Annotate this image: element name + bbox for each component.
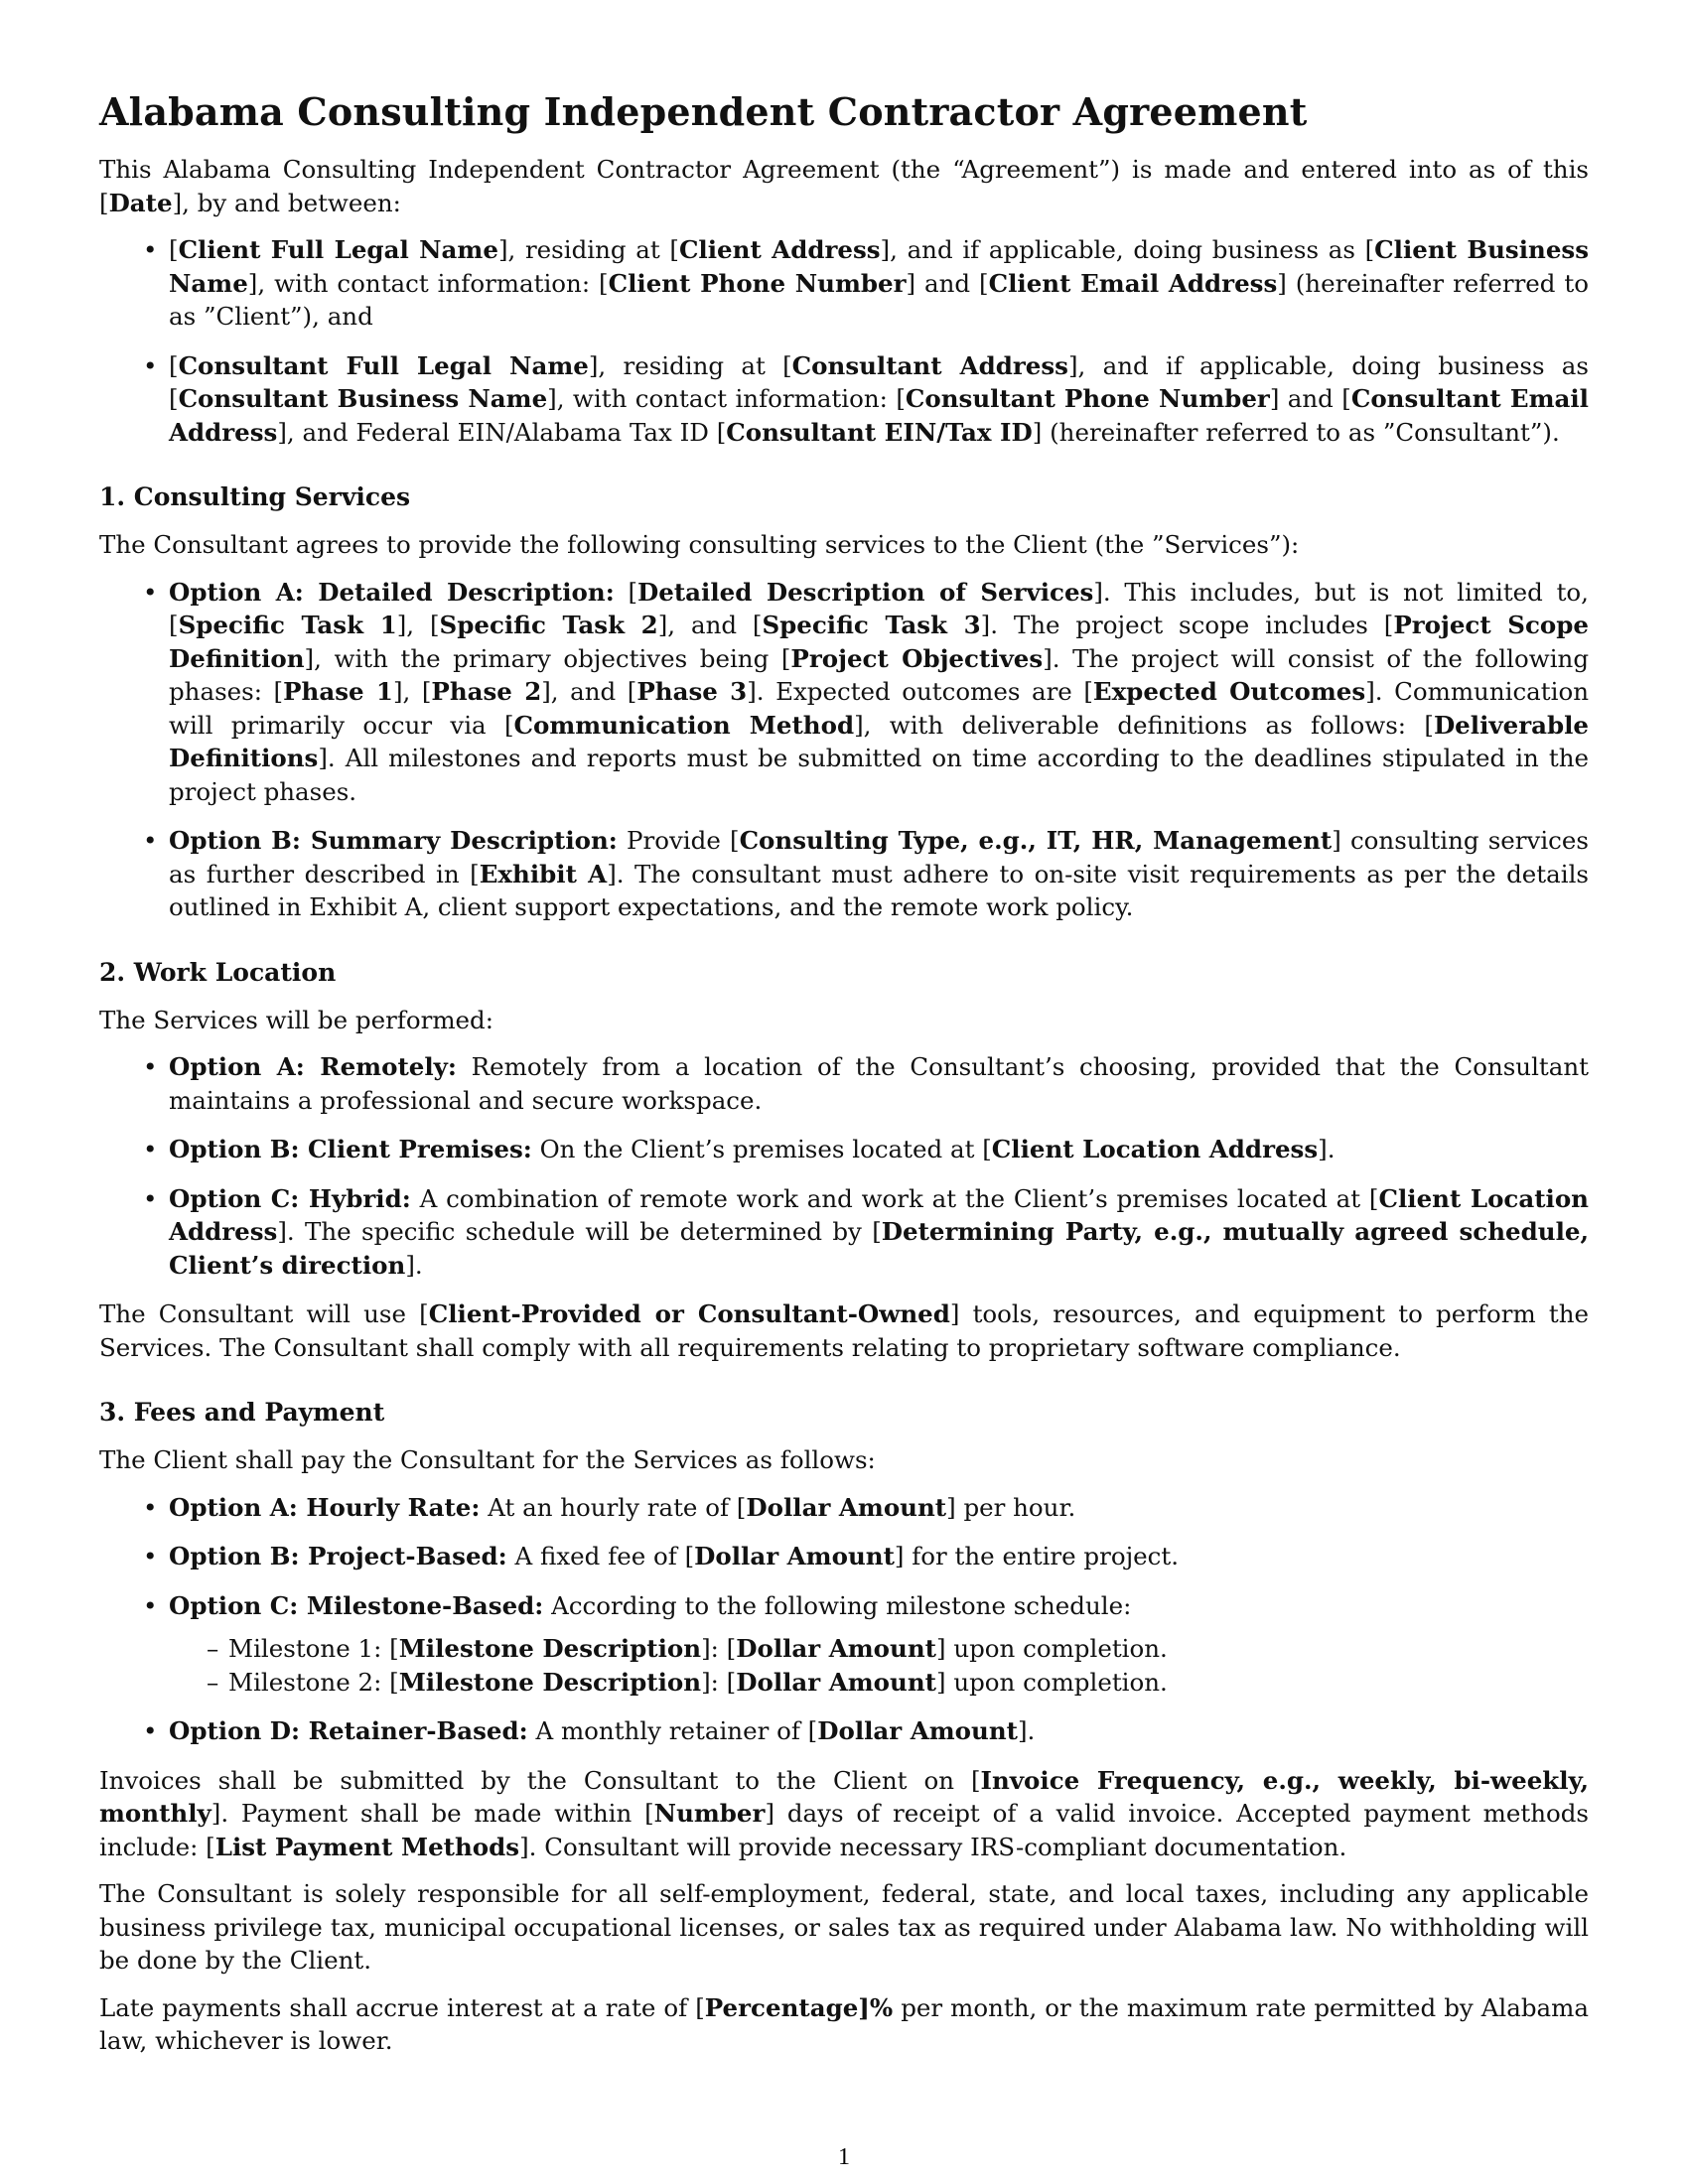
text: ] (hereinafter referred to as ”Consultant”). [1032,417,1560,447]
placeholder: Determining Party, e.g., mutually agreed schedule, Client’s direction [169,1217,1589,1280]
text: ], and [ [657,611,763,639]
section2-intro: The Services will be performed: [99,1005,493,1034]
text: ] for the entire project. [894,1542,1180,1570]
text: ], residing at [ [497,235,679,264]
fee-option-d [169,1714,1589,1748]
text: ] upon completion. [935,1634,1168,1663]
consultant-address-placeholder: Consultant Address [791,350,1068,380]
text: On the Client’s premises located at [ [531,1135,992,1163]
text: ]. [1318,1135,1336,1163]
text: [ [169,350,179,380]
text: ] and [ [1269,384,1351,413]
placeholder: Milestone Description [398,1667,702,1697]
option-label: Option D: Retainer-Based: [169,1716,528,1745]
section1-intro: The Consultant agrees to provide the following consulting services to the Client (the ”Services”): [99,530,1300,559]
text: ], and [ [541,677,637,706]
placeholder: Specific Task 2 [439,611,658,639]
text: ]: [ [701,1667,737,1697]
text: ]. The specific schedule will be determined by [ [277,1217,882,1246]
text: per month, or the maximum rate permitted by Alabama law, whichever is lower. [99,1992,1589,2055]
text: ]. [405,1250,423,1280]
consultant-party-item [169,349,1589,450]
placeholder: Dollar Amount [694,1542,895,1570]
text: ]. The consultant must adhere to on-site visit requirements as per the details outlined in Exhibit A, client support expectations, and the remote work policy. [169,859,1589,921]
placeholder: Client Location Address [169,1183,1589,1246]
text: ], [ [396,611,440,639]
text: ], with contact information: [ [247,268,609,298]
location-option-b [169,1133,1589,1166]
services-option-a [169,576,1589,809]
placeholder: Expected Outcomes [1092,677,1366,706]
fee-option-a [169,1491,1589,1525]
placeholder: Deliverable Definitions [169,710,1590,772]
section-heading-work-location: 2. Work Location [99,957,337,987]
placeholder: List Payment Methods [214,1832,520,1861]
text: ], and if applicable, doing business as [ [880,235,1375,264]
text: ]. Payment shall be made within [ [211,1799,654,1828]
intro-paragraph [99,153,1589,219]
text: ] consulting services as further described in [ [169,826,1589,888]
tools-paragraph [99,1297,1589,1364]
text: ], with deliverable definitions as follows: [ [854,710,1434,740]
text: ] per hour. [946,1492,1076,1522]
placeholder: Dollar Amount [817,1716,1018,1745]
text: ]. This includes, but is not limited to, [ [169,577,1589,639]
consultant-ein-placeholder: Consultant EIN/Tax ID [726,417,1033,447]
text: Milestone 1: [ [228,1634,399,1663]
placeholder: Phase 1 [283,677,393,706]
consultant-name-placeholder: Consultant Full Legal Name [178,350,589,380]
page-number: 1 [838,2144,850,2170]
placeholder: Project Scope Definition [169,611,1589,673]
placeholder: Number [653,1799,766,1828]
text: Provide [ [617,826,740,855]
placeholder: Dollar Amount [746,1492,947,1522]
text: ] upon completion. [935,1667,1168,1697]
location-options-list [99,1050,1589,1282]
text: ], with the primary objectives being [ [304,643,791,673]
section-heading-fees-payment: 3. Fees and Payment [99,1398,385,1427]
option-label: Option A: Detailed Description: [169,577,615,607]
consultant-email-placeholder: Consultant Email Address [169,384,1589,447]
text: ]. Consultant will provide necessary IRS-compliant documentation. [519,1832,1347,1861]
milestone-item [228,1632,1589,1666]
parties-list [99,233,1589,449]
document-title: Alabama Consulting Independent Contractor Agreement [99,89,1308,134]
text: ], residing at [ [588,350,792,380]
text: Remotely from a location of the Consultant’s choosing, provided that the Consultant maintains a professional and secure workspace. [169,1052,1590,1115]
client-email-placeholder: Client Email Address [988,268,1278,298]
placeholder: Phase 3 [636,677,748,706]
client-business-placeholder: Client Business Name [169,235,1589,298]
option-label: Option C: Hybrid: [169,1183,411,1213]
text: At an hourly rate of [ [480,1492,747,1522]
consultant-phone-placeholder: Consultant Phone Number [905,384,1270,413]
milestone-item [228,1666,1589,1700]
placeholder: Consulting Type, e.g., IT, HR, Management [739,826,1333,855]
option-label: Option C: Milestone-Based: [169,1590,544,1620]
services-options-list [99,576,1589,924]
placeholder: Client-Provided or Consultant-Owned [428,1299,950,1328]
fee-option-b [169,1540,1589,1573]
text: According to the following milestone schedule: [543,1590,1132,1620]
taxes-paragraph: The Consultant is solely responsible for all self-employment, federal, state, and local taxes, including any applicable business privilege tax, municipal occupational licenses, or sales tax as required under Alabama law. No withholding will be done by the Client. [99,1879,1589,1975]
placeholder: Detailed Description of Services [637,577,1094,607]
text: ]. The project will consist of the following phases: [ [169,643,1589,706]
client-phone-placeholder: Client Phone Number [608,268,907,298]
fee-option-c [169,1589,1589,1700]
location-option-c [169,1182,1589,1283]
text: ], [ [392,677,432,706]
text: ] and [ [906,268,989,298]
text: ]: [ [701,1634,737,1663]
placeholder: Exhibit A [479,859,608,888]
section3-intro: The Client shall pay the Consultant for the Services as follows: [99,1445,876,1474]
date-placeholder: Date [108,188,173,217]
text: ] days of receipt of a valid invoice. Accepted payment methods include: [ [99,1799,1589,1861]
placeholder: Project Objectives [790,643,1044,673]
text: ] tools, resources, and equipment to perform the Services. The Consultant shall comply with all requirements relating to proprietary software compliance. [99,1299,1589,1362]
client-name-placeholder: Client Full Legal Name [178,235,498,264]
placeholder: Dollar Amount [736,1634,936,1663]
placeholder: Percentage [704,1992,859,2022]
text: [ [614,577,638,607]
text: ], and Federal EIN/Alabama Tax ID [ [277,417,727,447]
services-option-b [169,824,1589,924]
invoices-paragraph [99,1764,1589,1864]
late-payment-paragraph [99,1991,1589,2058]
option-label: Option B: Summary Description: [169,826,618,855]
client-address-placeholder: Client Address [678,235,881,264]
client-party-item [169,233,1589,334]
placeholder: Phase 2 [431,677,542,706]
placeholder: Specific Task 3 [762,611,981,639]
placeholder: Dollar Amount [736,1667,936,1697]
fee-options-list [99,1491,1589,1748]
text: ], by and between: [172,188,401,217]
text: ]. The project scope includes [ [980,611,1394,639]
placeholder: Specific Task 1 [178,611,397,639]
text: Invoices shall be submitted by the Consultant to the Client on [ [99,1765,981,1795]
placeholder: Communication Method [513,710,855,740]
text: [ [169,235,179,264]
location-option-a [169,1050,1589,1117]
text: This Alabama Consulting Independent Contractor Agreement (the “Agreement”) is made and entered into as of this [ [99,155,1589,217]
text: ] (hereinafter referred to as ”Client”), and [169,268,1589,331]
milestone-list [169,1632,1589,1699]
text: ]. Expected outcomes are [ [747,677,1093,706]
placeholder: Milestone Description [398,1634,702,1663]
text: A combination of remote work and work at the Client’s premises located at [ [410,1183,1379,1213]
text: ]. [1017,1716,1036,1745]
consultant-business-placeholder: Consultant Business Name [178,384,548,413]
text: ], with contact information: [ [547,384,906,413]
option-label: Option A: Hourly Rate: [169,1492,481,1522]
section-heading-consulting-services: 1. Consulting Services [99,482,411,511]
text: The Consultant will use [ [99,1299,429,1328]
text: ], and if applicable, doing business as [ [169,350,1589,413]
option-label: Option A: Remotely: [169,1052,457,1081]
text: Milestone 2: [ [228,1667,399,1697]
text: A fixed fee of [ [506,1542,695,1570]
option-label: Option B: Client Premises: [169,1135,532,1163]
option-label: Option B: Project-Based: [169,1542,507,1570]
percent-symbol: ]% [858,1992,894,2022]
text: ]. All milestones and reports must be submitted on time according to the deadlines stipulated in the project phases. [169,744,1589,806]
text: Late payments shall accrue interest at a rate of [ [99,1992,705,2022]
placeholder: Invoice Frequency, e.g., weekly, bi-weekly, monthly [99,1765,1590,1828]
placeholder: Client Location Address [991,1135,1319,1163]
text: ]. Communication will primarily occur via [ [169,677,1589,740]
text: A monthly retainer of [ [527,1716,818,1745]
